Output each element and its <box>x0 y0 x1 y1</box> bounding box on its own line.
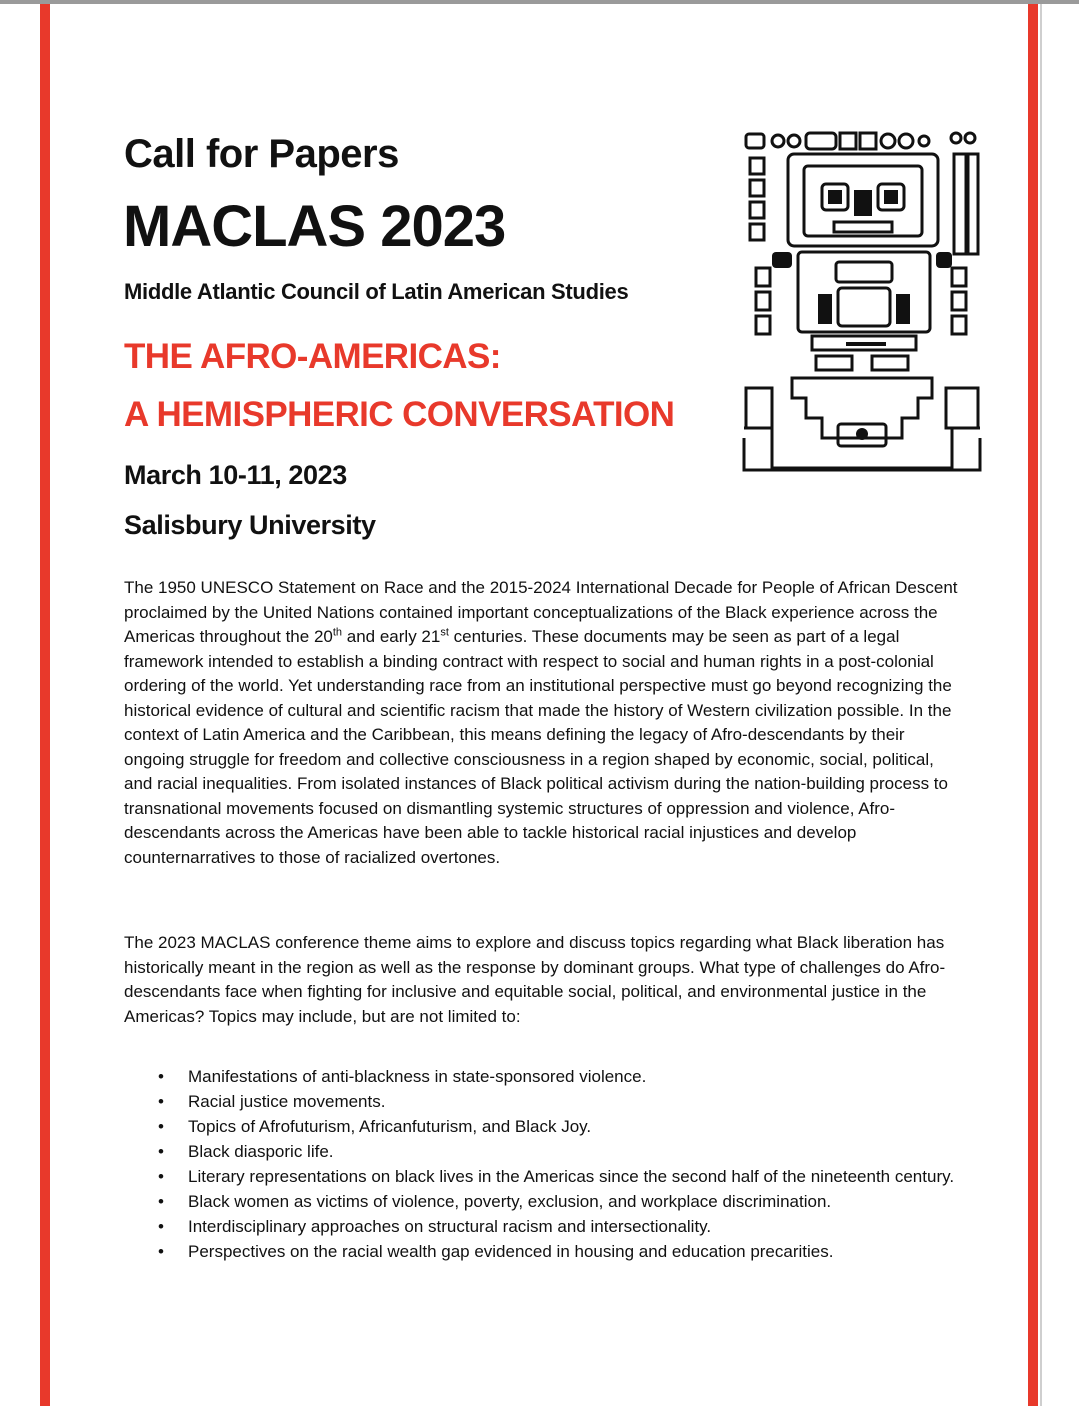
left-accent-bar <box>40 4 50 1406</box>
bullet-icon: • <box>158 1117 164 1136</box>
topic-text: Black women as victims of violence, poverty, exclusion, and workplace discrimination. <box>188 1192 832 1211</box>
topic-text: Interdisciplinary approaches on structural racism and intersectionality. <box>188 1217 712 1236</box>
paragraph-1-part-c: centuries. These documents may be seen as part of a legal framework intended to establish a binding contract with respect to social and human rights in a post-colonial ordering of the world. Yet understanding race from an institutional perspective must go beyond recognizing the historical evidence of cultural and scientific racism that made the history of Western civilization possible. In the context of Latin America and the Caribbean, this means defining the legacy of Afro-descendants by their ongoing struggle for freedom and collective consciousness in a region shaped by economic, social, political, and racial inequalities. From isolated instances of Black political activism during the nation-building process to transnational movements focused on dismantling systemic structures of oppression and violence, Afro-descendants across the Americas have been able to tackle historical racial injustices and develop counternarratives to those of racialized overtones. <box>124 627 952 867</box>
list-item <box>124 1114 966 1139</box>
list-item <box>124 1064 966 1089</box>
bullet-icon: • <box>158 1092 164 1111</box>
topic-text: Racial justice movements. <box>188 1092 386 1111</box>
topic-text: Topics of Afrofuturism, Africanfuturism, and Black Joy. <box>188 1117 592 1136</box>
paragraph-1-part-a: The 1950 UNESCO Statement on Race and the 2015-2024 International Decade for People of African Descent proclaimed by the United Nations contained important conceptualizations of the Black experience across the Americas throughout the 20 <box>124 578 958 646</box>
event-venue: Salisbury University <box>124 510 376 540</box>
theme-line-2: A HEMISPHERIC CONVERSATION <box>124 395 675 434</box>
topic-text: Perspectives on the racial wealth gap evidenced in housing and education precarities. <box>188 1242 834 1261</box>
paragraph-1-part-b: and early 21 <box>342 627 441 646</box>
bullet-icon: • <box>158 1217 164 1236</box>
superscript-st: st <box>440 626 449 639</box>
list-item <box>124 1189 966 1214</box>
topic-text: Literary representations on black lives in the Americas since the second half of the nineteenth century. <box>188 1167 955 1186</box>
event-date: March 10-11, 2023 <box>124 460 347 490</box>
kicker-heading: Call for Papers <box>124 132 399 176</box>
bullet-icon: • <box>158 1142 164 1161</box>
list-item <box>124 1239 966 1264</box>
theme-line-1: THE AFRO-AMERICAS: <box>124 337 501 376</box>
organization-name: Middle Atlantic Council of Latin American Studies <box>124 279 629 304</box>
topics-list <box>124 1064 966 1264</box>
list-item <box>124 1089 966 1114</box>
superscript-th: th <box>332 626 343 639</box>
page-edge-line <box>1040 4 1042 1406</box>
bullet-icon: • <box>158 1192 164 1211</box>
top-rule <box>0 0 1079 4</box>
topic-text: Black diasporic life. <box>188 1142 334 1161</box>
bullet-icon: • <box>158 1167 164 1186</box>
page-title: MACLAS 2023 <box>123 194 506 259</box>
list-item <box>124 1164 966 1189</box>
theme-paragraph: The 2023 MACLAS conference theme aims to explore and discuss topics regarding what Black liberation has historically meant in the region as well as the response by dominant groups. What type of challenges do Afro-descendants face when fighting for inclusive and equitable social, political, and environmental justice in the Americas? Topics may include, but are not limited to: <box>124 933 946 1026</box>
list-item <box>124 1214 966 1239</box>
bullet-icon: • <box>158 1242 164 1261</box>
topic-text: Manifestations of anti-blackness in state-sponsored violence. <box>188 1067 647 1086</box>
bullet-icon: • <box>158 1067 164 1086</box>
intro-paragraph <box>124 576 966 870</box>
andean-deity-relief-icon <box>742 128 982 473</box>
right-accent-bar <box>1028 4 1038 1406</box>
list-item <box>124 1139 966 1164</box>
